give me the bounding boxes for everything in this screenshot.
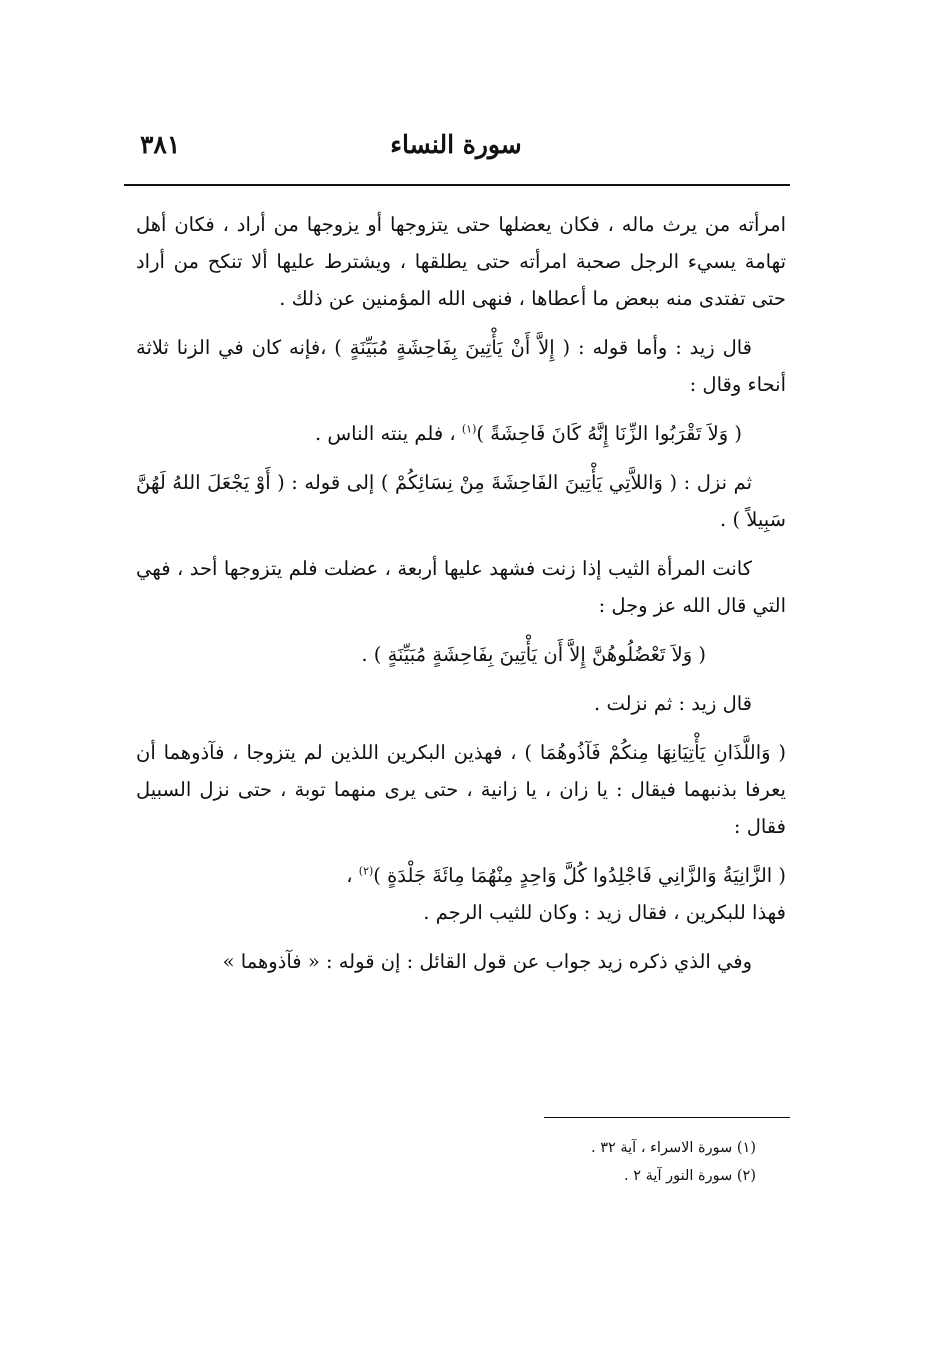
quran-verse: ( وَلاَ تَعْضُلُوهُنَّ إِلاَّ أَن يَأْتِينَ بِفَاحِشَةٍ مُبَيِّنَةٍ ) . [361,643,706,666]
verse-tail: ، فلم ينته الناس . [314,422,456,445]
paragraph: وفي الذي ذكره زيد جواب عن قول القائل : إن قوله : « فآذوهما » [222,950,752,973]
paragraph: ثم نزل : ( وَاللاَّتِي يَأْتِينَ الفَاحِشَةَ مِنْ نِسَائِكُمْ ) إلى قوله : ( أَوْ يَجْعَلَ اللهُ لَهُنَّ سَبِيلاً ) . [136,471,786,531]
paragraph [136,857,786,894]
main-text [136,206,786,992]
surah-title: سورة النساء [390,130,522,159]
footnote: (١) سورة الاسراء ، آية ٣٢ . [590,1140,756,1156]
page-header [120,122,792,172]
paragraph: فهذا للبكرين ، فقال زيد : وكان للثيب الرجم . [423,901,786,924]
paragraph: امرأته من يرث ماله ، فكان يعضلها حتى يتزوجها أو يزوجها من أراد ، فكان أهل تهامة يسيء الرجل صحبة امرأته حتى يطلقها ، ويشترط عليها ألا تنكح من أراد حتى تفتدى منه ببعض ما أعطاها ، فنهى الله المؤمنين عن ذلك . [136,213,786,310]
header-divider [124,184,790,186]
footnote: (٢) سورة النور آية ٢ . [624,1168,756,1184]
footnotes [400,1134,756,1190]
footnote-marker: (٢) [358,864,374,878]
page-number: ٣٨١ [140,130,181,159]
paragraph: ( وَاللَّذَانِ يَأْتِيَانِهَا مِنكُمْ فَآذُوهُمَا ) ، فهذين البكرين اللذين لم يتزوجا ، فآذوهما أن يعرفا بذنبهما فيقال : يا زان ، يا زانية ، حتى يرى منهما توبة ، حتى نزل السبيل فقال : [136,741,786,838]
paragraph: قال زيد : ثم نزلت . [594,692,752,715]
footnote-divider [544,1117,790,1118]
paragraph: قال زيد : وأما قوله : ( إِلاَّ أَنْ يَأْتِينَ بِفَاحِشَةٍ مُبَيِّنَةٍ ) ،فإنه كان في الزنا ثلاثة أنحاء وقال : [136,336,786,396]
verse-text: ( الزَّانِيَةُ وَالزَّانِي فَاجْلِدُوا كُلَّ وَاحِدٍ مِنْهُمَا مِائَةَ جَلْدَةٍ ) [373,864,786,887]
quran-verse [136,415,786,452]
paragraph: كانت المرأة الثيب إذا زنت فشهد عليها أربعة ، عضلت فلم يتزوجها أحد ، فهي التي قال الله عز وجل : [136,557,786,617]
verse-tail: ، [346,864,353,887]
footnote-marker: (١) [461,422,477,436]
verse-text: ( وَلاَ تَقْرَبُوا الزِّنَا إِنَّهُ كَانَ فَاحِشَةً ) [476,422,742,445]
